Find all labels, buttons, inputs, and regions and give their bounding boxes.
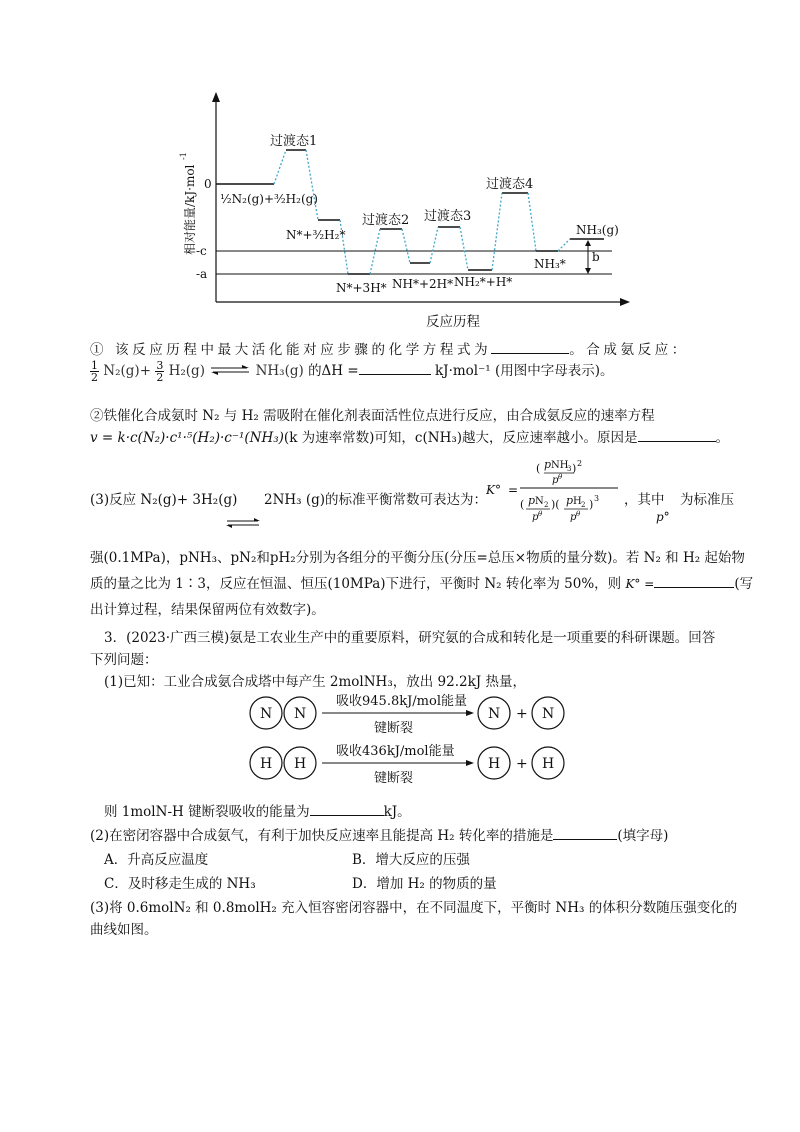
svg-text:): ): [572, 462, 577, 475]
p3-answer-blank-2[interactable]: [553, 827, 617, 840]
q1-eq-right: NH₃(g): [255, 363, 304, 379]
q1-eq-n2: N₂(g)+: [103, 363, 152, 379]
n-arrow-bottom: 键断裂: [374, 721, 414, 736]
q2-line1: ②铁催化合成氨时 N₂ 与 H₂ 需吸附在催化剂表面活性位点进行反应，由合成氨反应的速率方程: [90, 408, 655, 424]
svg-text:H: H: [573, 496, 582, 507]
q1-text-a: ① 该反应历程中最大活化能对应步骤的化学方程式为: [90, 342, 492, 358]
svg-text:3: 3: [594, 494, 600, 503]
p3-answer-blank-1[interactable]: [310, 803, 384, 816]
n-atom-2: N: [294, 706, 307, 722]
q3-line3-end: (写: [734, 576, 754, 592]
option-c[interactable]: C．及时移走生成的 NH₃: [104, 876, 256, 892]
plus-2: +: [516, 756, 528, 772]
x-axis-arrow: [620, 298, 630, 306]
y-axis-label: 相对能量/kJ·mol: [183, 164, 197, 255]
q3-p-theta: p°: [656, 510, 670, 524]
p3-sub3-line2: 曲线如图。: [90, 922, 158, 938]
svg-text:2: 2: [544, 501, 549, 509]
h-arrow-top: 吸收436kJ/mol能量: [336, 744, 455, 759]
svg-text:p: p: [532, 512, 539, 523]
p3-sub2-text: (2)在密闭容器中合成氨气，有利于加快反应速率且能提高 H₂ 转化率的措施是: [90, 828, 554, 844]
q3-answer-blank[interactable]: [654, 575, 734, 588]
frac-three-halves: $\frac{3}{2}$: [156, 359, 164, 384]
q3-equilibrium-arrow-icon: [225, 516, 261, 532]
q3-line4: 出计算过程，结果保留两位有效数字)。: [90, 602, 325, 618]
p3-intro-line1: 3．(2023·广西三模)氨是工农业生产中的重要原料，研究氨的合成和转化是一项重要的科研课题。回答: [104, 630, 716, 646]
q3-line3: [90, 572, 753, 592]
q2-rate-eq: v = k·c(N₂)·c¹·⁵(H₂)·c⁻¹(NH₃): [90, 430, 284, 446]
ts3-label: 过渡态3: [424, 209, 472, 224]
p3-sub2: [90, 824, 668, 844]
q2-line2-rest: (k 为速率常数)可知，c(NH₃)越大，反应速率越小。原因是: [283, 430, 638, 446]
p3-then-text: 则 1molN-H 键断裂吸收的能量为: [104, 804, 310, 820]
svg-text:): ): [589, 498, 594, 511]
ts2-label: 过渡态2: [362, 213, 410, 228]
q2-line2-end: 。: [715, 430, 730, 446]
n-arrow-top: 吸收945.8kJ/mol能量: [336, 694, 467, 709]
svg-text:NH: NH: [551, 460, 569, 471]
q1-answer-blank-2[interactable]: [359, 362, 431, 375]
p3-sub3: (3)将 0.6molN₂ 和 0.8molH₂ 充入恒容密闭容器中，在不同温度下，平衡时 NH₃ 的体积分数随压强变化的: [90, 900, 738, 916]
svg-text:p: p: [570, 512, 577, 523]
tick-a: -a: [196, 267, 208, 281]
q1-eq-h2: H₂(g): [168, 363, 205, 379]
q1-dh-text: 的ΔH =: [308, 363, 359, 379]
p3-sub1: (1)已知：工业合成氨合成塔中每产生 2molNH₃，放出 92.2kJ 热量，: [104, 674, 526, 690]
svg-text:(: (: [536, 462, 541, 475]
q2-answer-blank[interactable]: [638, 429, 716, 442]
q3-std-text: 为标准压: [680, 492, 734, 508]
q3-line2: 强(0.1MPa)，pNH₃、pN₂和pH₂分别为各组分的平衡分压(分压=总压×物质的量分数)。若 N₂ 和 H₂ 起始物: [90, 550, 745, 566]
transition-paths: [274, 150, 570, 274]
p3-sub2-end: (填字母): [617, 828, 669, 844]
svg-text:(: (: [520, 498, 525, 511]
equilibrium-arrow-icon: [209, 359, 251, 385]
n-h2-label: N*+³⁄₂H₂*: [286, 228, 346, 242]
h-atom-3: H: [488, 756, 501, 772]
b-label: b: [592, 250, 600, 264]
q1-line2: [90, 358, 613, 385]
q3-comma-text: ，其中: [624, 492, 665, 508]
tick-0: 0: [204, 177, 212, 191]
option-b[interactable]: B．增大反应的压强: [352, 852, 470, 868]
k-theta-formula: [486, 456, 636, 536]
k-symbol: K°: [486, 483, 501, 497]
q1-unit: kJ·mol⁻¹ (用图中字母表示)。: [434, 363, 614, 379]
nh3-g-label: NH₃(g): [576, 223, 619, 237]
y-axis-label-sup: -1: [179, 152, 188, 160]
p3-then-unit: kJ。: [383, 804, 411, 820]
start-species-label: ½N₂(g)+³⁄₂H₂(g): [220, 192, 318, 206]
plus-1: +: [516, 706, 528, 722]
y-axis-arrow: [212, 92, 220, 102]
h-arrow-bottom: 键断裂: [374, 771, 414, 786]
h-atom-1: H: [260, 756, 273, 772]
p3-then: [104, 800, 411, 820]
svg-text:2: 2: [581, 501, 586, 509]
nh3-ads-label: NH₃*: [534, 257, 566, 271]
svg-text:p: p: [552, 475, 559, 486]
svg-text:=: =: [508, 483, 519, 497]
ts4-label: 过渡态4: [486, 177, 534, 192]
svg-text:p: p: [544, 458, 552, 471]
q1-answer-blank-1[interactable]: [491, 341, 569, 354]
bond-breaking-diagram: [0, 688, 800, 788]
h-atom-4: H: [542, 756, 555, 772]
q3-line3-b: 转化率为 50%，则: [505, 576, 622, 592]
nh2-h-label: NH₂*+H*: [454, 275, 513, 289]
q3-product: 2NH₃ (g)的标准平衡常数可表达为：: [264, 492, 488, 508]
svg-text:2: 2: [577, 459, 583, 468]
q3-lead: (3)反应 N₂(g)+ 3H₂(g): [90, 492, 238, 508]
svg-text:θ: θ: [538, 510, 543, 518]
option-d[interactable]: D．增加 H₂ 的物质的量: [352, 876, 497, 892]
svg-text:θ: θ: [576, 510, 581, 518]
option-a[interactable]: A．升高反应温度: [104, 852, 209, 868]
n-atom-4: N: [542, 706, 555, 722]
tick-c: -c: [196, 244, 207, 258]
q3-line3-n2: N₂: [484, 576, 502, 592]
x-axis-label: 反应历程: [426, 314, 480, 330]
svg-text:)(: )(: [551, 498, 560, 511]
q1-text-b: 。合成氨反应：: [569, 342, 689, 358]
svg-text:3: 3: [567, 465, 572, 473]
svg-text:p: p: [566, 494, 574, 507]
ts1-label: 过渡态1: [270, 134, 318, 149]
nh-2h-label: NH*+2H*: [392, 277, 454, 291]
n-atom-3: N: [488, 706, 501, 722]
p3-intro-line2: 下列问题：: [90, 652, 158, 668]
n-3h-label: N*+3H*: [336, 281, 387, 295]
svg-text:p: p: [528, 494, 536, 507]
n-atom-1: N: [260, 706, 273, 722]
svg-text:θ: θ: [558, 473, 563, 481]
energy-profile-diagram: [0, 0, 800, 335]
energy-levels: [216, 150, 604, 274]
svg-text:N: N: [535, 496, 544, 507]
h-atom-2: H: [294, 756, 307, 772]
frac-half: $\frac{1}{2}$: [91, 359, 98, 384]
q3-line3-k: K° =: [625, 577, 655, 591]
q3-line3-a: 质的量之比为 1∶3，反应在恒温、恒压(10MPa)下进行，平衡时: [90, 576, 481, 592]
q1-line1: [90, 338, 689, 358]
q2-line2: [90, 426, 729, 446]
